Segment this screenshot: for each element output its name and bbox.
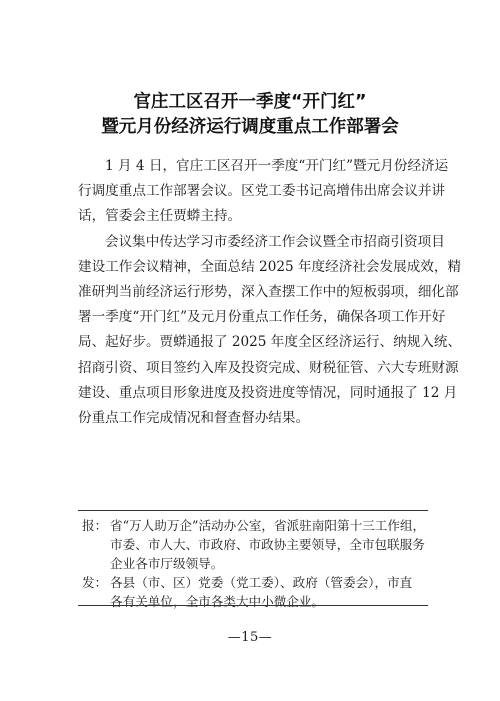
distribution-top-rule [78,510,428,511]
distribution-block [82,516,432,611]
send-label: 发： [82,575,108,590]
paragraph-line: 建设工作会议精神，全面总结 2025 年度经济社会发展成效，精 [78,258,462,275]
paragraph-1 [78,154,449,230]
title-line-2: 暨元月份经济运行调度重点工作部署会 [101,117,399,137]
paragraph-line: 准研判当前经济运行形势，深入查摆工作中的短板弱项，细化部 [78,284,459,301]
distribution-bottom-rule [78,605,428,606]
report-line: 市委、市人大、市政府、市政协主要领导，全市包联服务 [110,537,425,552]
report-label: 报： [82,518,108,533]
paragraph-2 [78,230,462,432]
paragraph-line: 建设、重点项目形象进度及投资进度等情况，同时通报了 12 月 [78,384,458,401]
paragraph-line: 会议集中传达学习市委经济工作会议暨全市招商引资项目 [105,233,445,250]
paragraph-line: 局、起好步。贾蟒通报了 2025 年度全区经济运行、纳规入统、 [78,334,462,351]
title-line-1: 官庄工区召开一季度“开门红” [133,92,367,112]
paragraph-line: 署一季度“开门红”及元月份重点工作任务，确保各项工作开好 [78,309,446,326]
page-number: —15— [227,630,273,645]
document-body [78,154,462,431]
paragraph-line: 份重点工作完成情况和督查督办结果。 [78,410,310,427]
paragraph-line: 招商引资、项目签约入库及投资完成、财税征管、六大专班财源 [78,359,459,376]
report-to-row [82,516,432,573]
send-line: 各县（市、区）党委（党工委）、政府（管委会），市直 [110,575,413,590]
paragraph-line: 1 月 4 日，官庄工区召开一季度“开门红”暨元月份经济运 [105,158,449,174]
send-line: 各有关单位，全市各类大中小微企业。 [110,594,325,609]
report-line: 省“万人助万企”活动办公室，省派驻南阳第十三工作组， [110,518,426,533]
paragraph-line: 行调度重点工作部署会议。区党工委书记高增伟出席会议并讲 [78,183,446,200]
report-line: 企业各市厅级领导。 [110,556,224,571]
paragraph-line: 话，管委会主任贾蟒主持。 [78,208,242,225]
document-title [60,90,440,140]
